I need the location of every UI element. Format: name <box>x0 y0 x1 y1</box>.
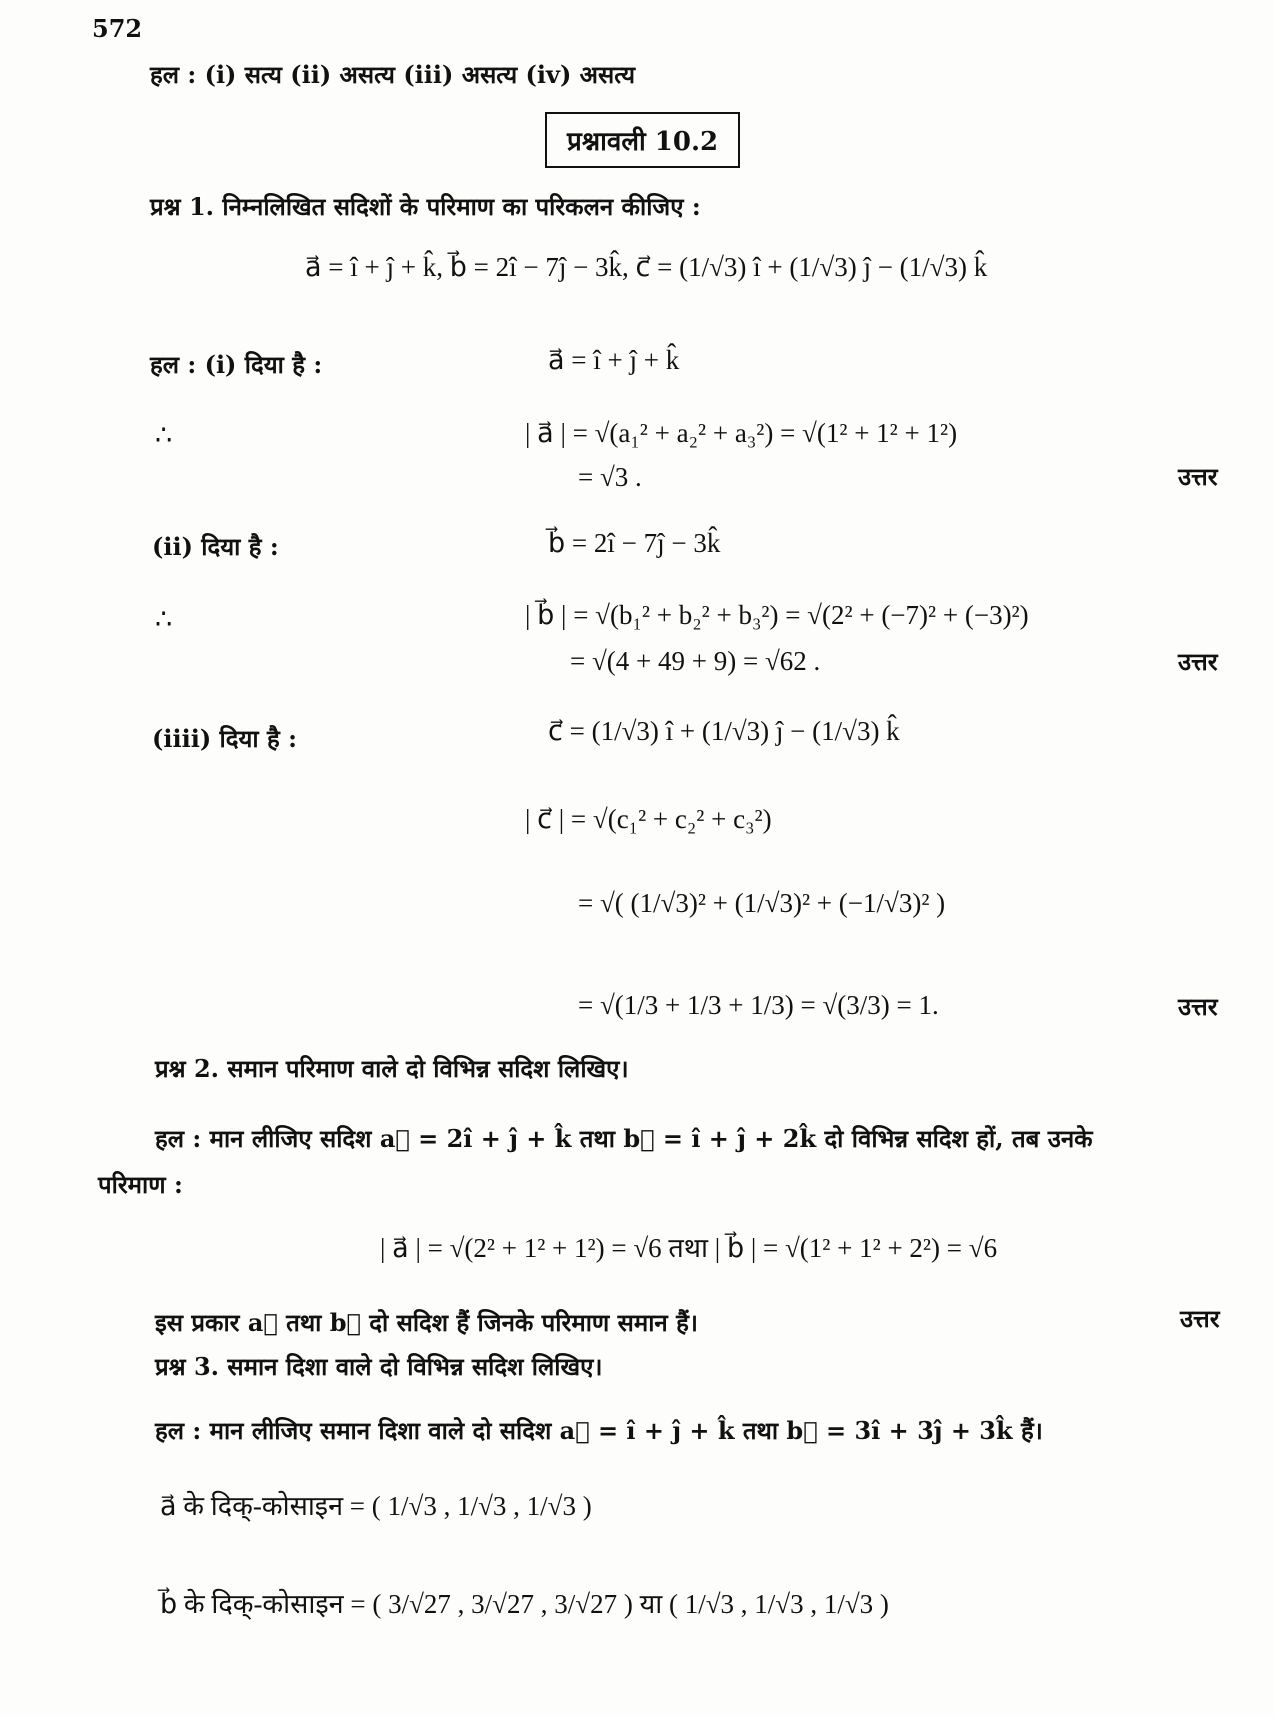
previous-answer-line: हल : (i) सत्य (ii) असत्य (iii) असत्य (iv) असत्य <box>150 60 636 89</box>
page-number: 572 <box>92 14 143 43</box>
answer-mark-1: उत्तर <box>1178 462 1218 491</box>
q1-part-ii-label: (ii) दिया है : <box>152 532 279 561</box>
therefore-symbol-2: ∴ <box>155 604 173 634</box>
q1-part-ii-given: b⃗ = 2î − 7ĵ − 3k̂ <box>548 528 721 558</box>
q2-question: प्रश्न 2. समान परिमाण वाले दो विभिन्न सदिश लिखिए। <box>155 1054 629 1083</box>
q3-solution-line1: हल : मान लीजिए समान दिशा वाले दो सदिश a⃗ = î + ĵ + k̂ तथा b⃗ = 3î + 3ĵ + 3k̂ हैं। <box>155 1416 1043 1445</box>
exercise-title: प्रश्नावली 10.2 <box>567 127 719 157</box>
q1-part-ii-result: = √(4 + 49 + 9) = √62 . <box>570 646 821 676</box>
q2-magnitudes: | a⃗ | = √(2² + 1² + 1²) = √6 तथा | b⃗ | = √(1² + 1² + 2²) = √6 <box>380 1233 998 1263</box>
q1-part-iii-given: c⃗ = (1/√3) î + (1/√3) ĵ − (1/√3) k̂ <box>548 716 900 746</box>
q2-conclusion: इस प्रकार a⃗ तथा b⃗ दो सदिश हैं जिनके परिमाण समान हैं। <box>155 1308 698 1337</box>
q1-part-iii-label: (iiii) दिया है : <box>152 724 297 753</box>
therefore-symbol-1: ∴ <box>155 420 173 450</box>
answer-mark-3: उत्तर <box>1178 992 1218 1021</box>
q1-part-iii-result: = √(1/3 + 1/3 + 1/3) = √(3/3) = 1. <box>578 990 939 1020</box>
q3-b-direction-cosines: b⃗ के दिक्-कोसाइन = ( 3/√27 , 3/√27 , 3/√27 ) या ( 1/√3 , 1/√3 , 1/√3 ) <box>160 1589 889 1619</box>
q2-solution-line1: हल : मान लीजिए सदिश a⃗ = 2î + ĵ + k̂ तथा b⃗ = î + ĵ + 2k̂ दो विभिन्न सदिश हों, तब उनके <box>155 1124 1093 1153</box>
answer-mark-2: उत्तर <box>1178 647 1218 676</box>
q1-part-i-magnitude: | a⃗ | = √(a₁² + a₂² + a₃²) = √(1² + 1² + 1²) <box>525 418 958 448</box>
q1-part-iii-magnitude: | c⃗ | = √(c₁² + c₂² + c₃²) <box>525 804 772 834</box>
q3-a-direction-cosines: a⃗ के दिक्-कोसाइन = ( 1/√3 , 1/√3 , 1/√3 ) <box>160 1491 592 1521</box>
exercise-title-box <box>545 112 740 168</box>
q1-part-i-label: हल : (i) दिया है : <box>150 350 323 379</box>
q1-part-i-given: a⃗ = î + ĵ + k̂ <box>548 345 680 375</box>
q1-part-i-result: = √3 . <box>578 462 642 492</box>
q1-question: प्रश्न 1. निम्नलिखित सदिशों के परिमाण का परिकलन कीजिए : <box>150 192 701 221</box>
q1-part-iii-step2: = √( (1/√3)² + (1/√3)² + (−1/√3)² ) <box>578 888 946 918</box>
q2-solution-line2: परिमाण : <box>98 1170 183 1199</box>
q1-part-ii-magnitude: | b⃗ | = √(b₁² + b₂² + b₃²) = √(2² + (−7)² + (−3)²) <box>525 600 1029 630</box>
q3-question: प्रश्न 3. समान दिशा वाले दो विभिन्न सदिश लिखिए। <box>155 1352 603 1381</box>
answer-mark-4: उत्तर <box>1180 1304 1220 1333</box>
q1-given-vectors: a⃗ = î + ĵ + k̂, b⃗ = 2î − 7ĵ − 3k̂, c⃗ = (1/√3) î + (1/√3) ĵ − (1/√3) k̂ <box>305 252 988 282</box>
